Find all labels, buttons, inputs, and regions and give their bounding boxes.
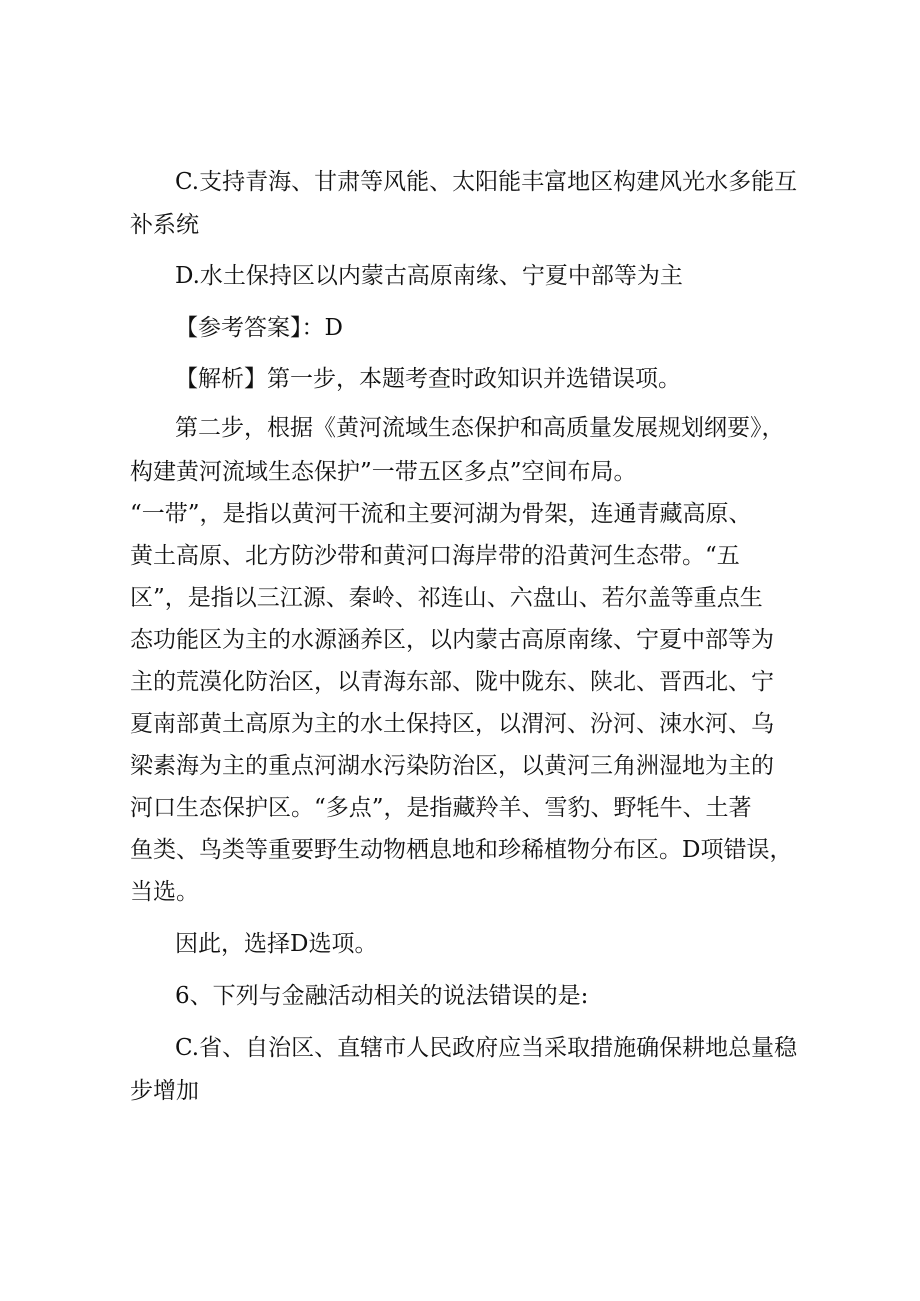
analysis-text-line-1: “一带”，是指以黄河干流和主要河湖为骨架，连通青藏高原、 bbox=[130, 501, 752, 527]
question-6-title: 6、下列与金融活动相关的说法错误的是: bbox=[175, 983, 589, 1009]
analysis-text-line-8: 河口生态保护区。“多点”，是指藏羚羊、雪豹、野牦牛、土著 bbox=[130, 795, 752, 821]
analysis-text-line-6: 夏南部黄土高原为主的水土保持区，以渭河、汾河、涑水河、乌 bbox=[130, 711, 774, 737]
reference-answer: 【参考答案】：D bbox=[175, 315, 343, 341]
conclusion-line: 因此，选择D选项。 bbox=[175, 931, 378, 957]
analysis-text-line-7: 梁素海为主的重点河湖水污染防治区，以黄河三角洲湿地为主的 bbox=[130, 753, 774, 779]
analysis-step-2-line-1: 第二步，根据《黄河流域生态保护和高质量发展规划纲要》， bbox=[175, 415, 785, 441]
analysis-step-2-line-2: 构建黄河流域生态保护”一带五区多点”空间布局。 bbox=[130, 459, 637, 485]
analysis-text-line-3: 区”，是指以三江源、秦岭、祁连山、六盘山、若尔盖等重点生 bbox=[130, 585, 763, 611]
question-6-option-c-line-2: 步增加 bbox=[130, 1078, 199, 1104]
analysis-step-1: 【解析】第一步，本题考查时政知识并选错误项。 bbox=[175, 366, 681, 392]
analysis-text-line-9: 鱼类、鸟类等重要野生动物栖息地和珍稀植物分布区。D项错误， bbox=[130, 837, 793, 863]
analysis-text-line-10: 当选。 bbox=[130, 879, 199, 905]
question-6-option-c-line-1: C.省、自治区、直辖市人民政府应当采取措施确保耕地总量稳 bbox=[175, 1035, 798, 1061]
option-c-line-1: C.支持青海、甘肃等风能、太阳能丰富地区构建风光水多能互 bbox=[175, 169, 798, 195]
analysis-text-line-5: 主的荒漠化防治区，以青海东部、陇中陇东、陕北、晋西北、宁 bbox=[130, 669, 774, 695]
option-c-line-2: 补系统 bbox=[130, 212, 199, 238]
analysis-text-line-4: 态功能区为主的水源涵养区，以内蒙古高原南缘、宁夏中部等为 bbox=[130, 627, 774, 653]
option-d: D.水土保持区以内蒙古高原南缘、宁夏中部等为主 bbox=[175, 263, 683, 289]
analysis-text-line-2: 黄土高原、北方防沙带和黄河口海岸带的沿黄河生态带。“五 bbox=[130, 543, 740, 569]
